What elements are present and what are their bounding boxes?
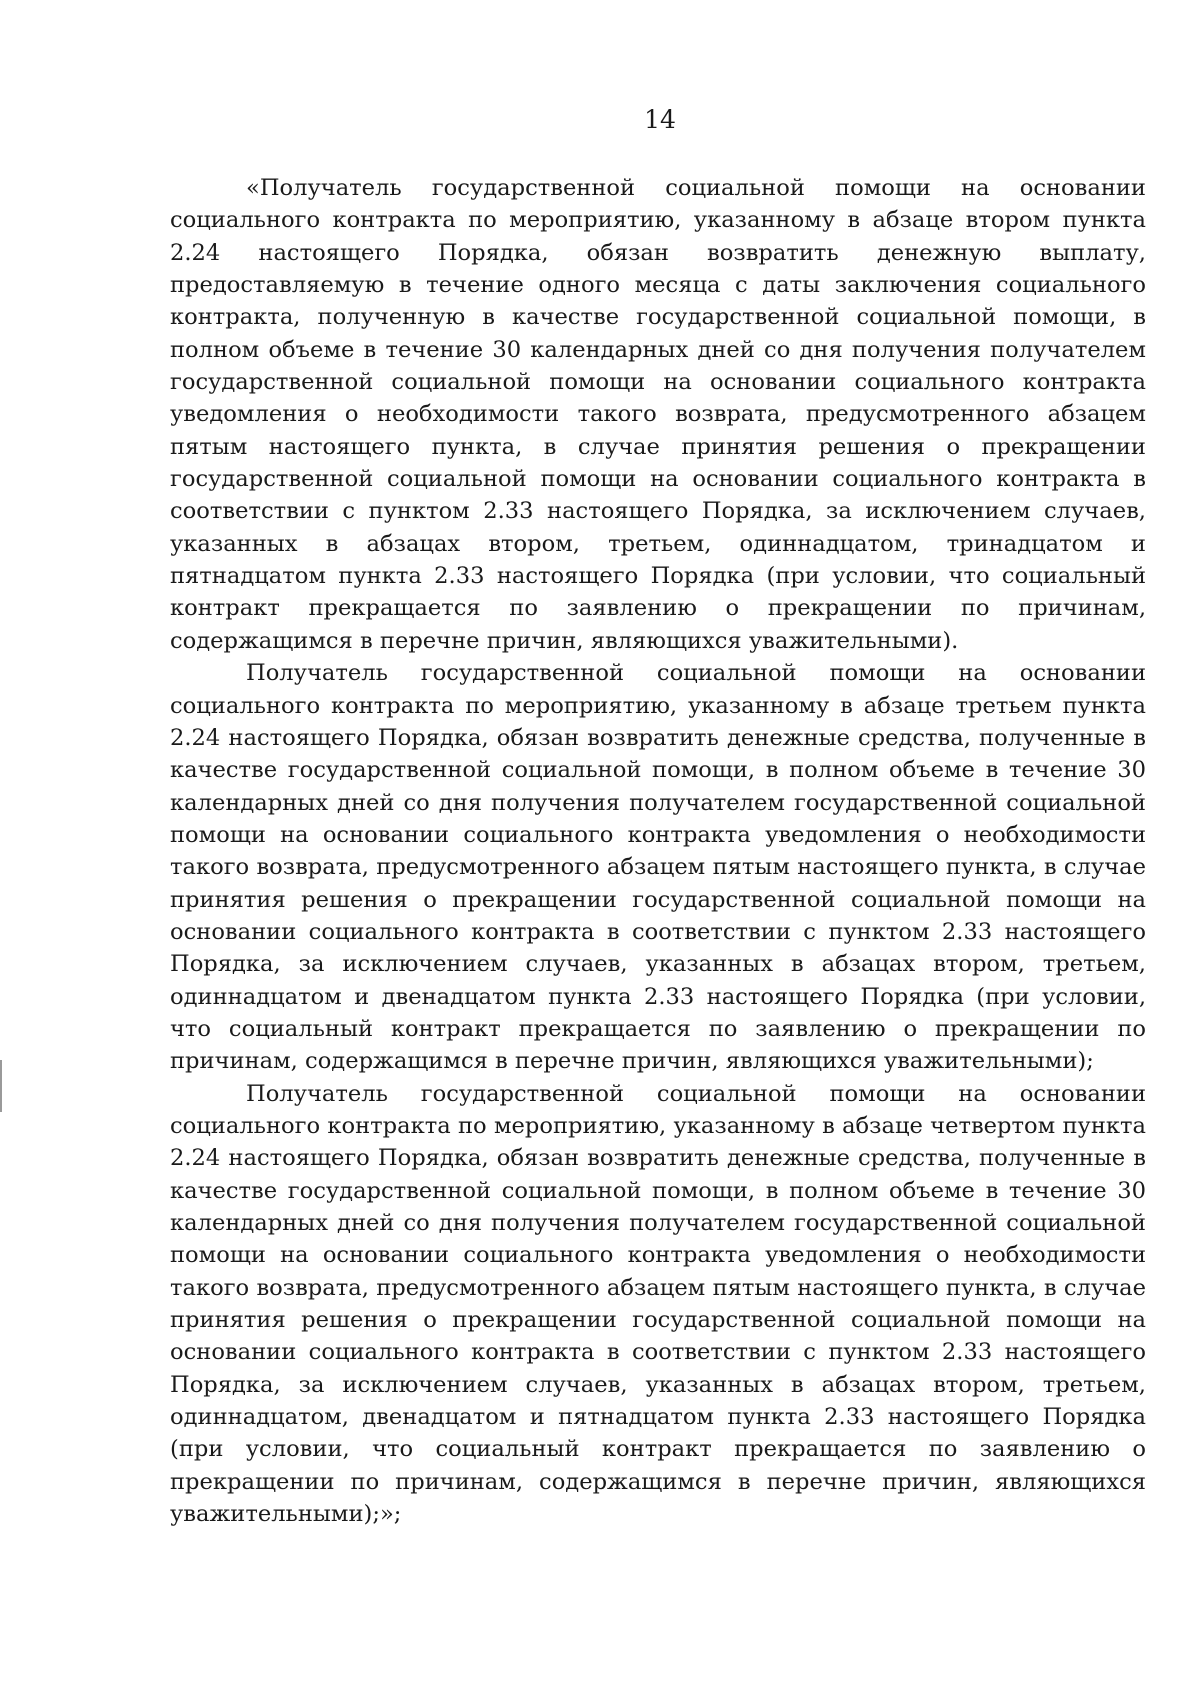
document-body [170, 172, 1146, 1530]
scan-edge-mark [0, 1060, 2, 1112]
paragraph-2: Получатель государственной социальной помощи на основании социального контракта по мероприятию, указанному в абзаце третьем пункта 2.24 настоящего Порядка, обязан возвратить денежные средства, полученные в качестве государственной социальной помощи, в полном объеме в течение 30 календарных дней со дня получения получателем государственной социальной помощи на основании социального контракта уведомления о необходимости такого возврата, предусмотренного абзацем пятым настоящего пункта, в случае принятия решения о прекращении государственной социальной помощи на основании социального контракта в соответствии с пунктом 2.33 настоящего Порядка, за исключением случаев, указанных в абзацах втором, третьем, одиннадцатом и двенадцатом пункта 2.33 настоящего Порядка (при условии, что социальный контракт прекращается по заявлению о прекращении по причинам, содержащимся в перечне причин, являющихся уважительными); [170, 660, 1146, 1075]
paragraph-1: «Получатель государственной социальной помощи на основании социального контракта по мероприятию, указанному в абзаце втором пункта 2.24 настоящего Порядка, обязан возвратить денежную выплату, предоставляемую в течение одного месяца с даты заключения социального контракта, полученную в качестве государственной социальной помощи, в полном объеме в течение 30 календарных дней со дня получения получателем государственной социальной помощи на основании социального контракта уведомления о необходимости такого возврата, предусмотренного абзацем пятым настоящего пункта, в случае принятия решения о прекращении государственной социальной помощи на основании социального контракта в соответствии с пунктом 2.33 настоящего Порядка, за исключением случаев, указанных в абзацах втором, третьем, одиннадцатом, тринадцатом и пятнадцатом пункта 2.33 настоящего Порядка (при условии, что социальный контракт прекращается по заявлению о прекращении по причинам, содержащимся в перечне причин, являющихся уважительными). [170, 175, 1146, 654]
page-number: 14 [644, 105, 676, 134]
paragraph-3: Получатель государственной социальной помощи на основании социального контракта по мероприятию, указанному в абзаце четвертом пункта 2.24 настоящего Порядка, обязан возвратить денежные средства, полученные в качестве государственной социальной помощи, в полном объеме в течение 30 календарных дней со дня получения получателем государственной социальной помощи на основании социального контракта уведомления о необходимости такого возврата, предусмотренного абзацем пятым настоящего пункта, в случае принятия решения о прекращении государственной социальной помощи на основании социального контракта в соответствии с пунктом 2.33 настоящего Порядка, за исключением случаев, указанных в абзацах втором, третьем, одиннадцатом, двенадцатом и пятнадцатом пункта 2.33 настоящего Порядка (при условии, что социальный контракт прекращается по заявлению о прекращении по причинам, содержащимся в перечне причин, являющихся уважительными);»; [170, 1080, 1146, 1528]
